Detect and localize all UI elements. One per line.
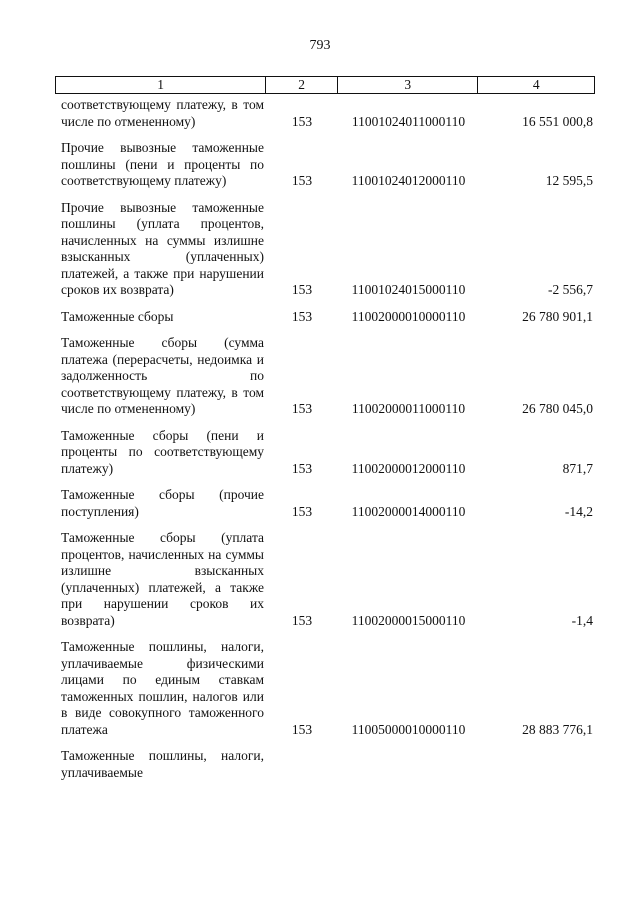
table-row [55,140,595,190]
row-name: Таможенные сборы (прочие поступления) [61,487,264,519]
row-admin-code: 153 [291,721,313,737]
row-classification-code: 11002000014000110 [351,503,466,519]
row-name: Таможенные сборы (уплата процентов, начисленных на суммы излишне взысканных (уплаченных) платежей, а также при нарушении сроков их возврата) [61,530,264,628]
row-name: Таможенные сборы (сумма платежа (перерасчеты, недоимка и задолженность по соответствующему платежу, в том числе по отмененному) [61,335,264,416]
row-name: Таможенные сборы [61,308,174,324]
row-admin-code: 153 [291,612,313,628]
row-amount: 28 883 776,1 [522,721,593,737]
row-amount: 871,7 [562,460,593,476]
table-row [55,309,595,326]
row-name: Таможенные сборы (пени и проценты по соответствующему платежу) [61,427,264,476]
header-col-2: 2 [266,77,338,93]
row-classification-code: 11002000012000110 [351,460,466,476]
row-name: соответствующему платежу, в том числе по отмененному) [61,97,264,129]
row-amount: 16 551 000,8 [522,113,593,129]
table-row [55,487,595,520]
row-classification-code: 11001024011000110 [351,113,466,129]
row-admin-code: 153 [291,503,313,519]
row-name: Прочие вывозные таможенные пошлины (пени и проценты по соответствующему платежу) [61,140,264,188]
row-name: Таможенные пошлины, налоги, уплачиваемые [61,748,264,780]
header-col-4: 4 [532,77,540,92]
table-row [55,530,595,629]
table-row [55,97,595,130]
page-number: 793 [309,38,331,53]
row-admin-code: 153 [291,308,313,324]
row-amount: 12 595,5 [545,173,593,188]
row-classification-code: 11002000015000110 [351,612,466,628]
row-admin-code: 153 [291,401,313,416]
table-row [55,200,595,299]
row-amount: -14,2 [564,503,593,519]
budget-table [55,76,595,781]
row-name: Прочие вывозные таможенные пошлины (уплата процентов, начисленных на суммы излишне взысканных (уплаченных) платежей, а также при нарушении сроков их возврата) [61,199,264,297]
table-row [55,335,595,418]
row-classification-code: 11001024012000110 [351,173,466,188]
row-admin-code: 153 [291,173,313,188]
table-row [55,639,595,738]
row-admin-code: 153 [291,113,313,129]
row-name: Таможенные пошлины, налоги, уплачиваемые физическими лицами по единым ставкам таможенных пошлин, налогов или в виде совокупного таможенного платежа [61,639,264,737]
row-amount: -2 556,7 [548,282,593,297]
table-row [55,428,595,478]
row-amount: 26 780 045,0 [522,401,593,416]
row-classification-code: 11001024015000110 [351,282,466,297]
row-amount: 26 780 901,1 [522,308,593,324]
header-col-1: 1 [56,77,266,93]
table-header-row [55,76,595,94]
row-admin-code: 153 [291,282,313,297]
row-classification-code: 11005000010000110 [351,721,466,737]
table-row [55,748,595,781]
row-classification-code: 11002000011000110 [351,401,466,416]
header-col-3: 3 [338,77,478,93]
row-admin-code: 153 [291,460,313,476]
row-classification-code: 11002000010000110 [351,308,466,324]
row-amount: -1,4 [571,612,593,628]
